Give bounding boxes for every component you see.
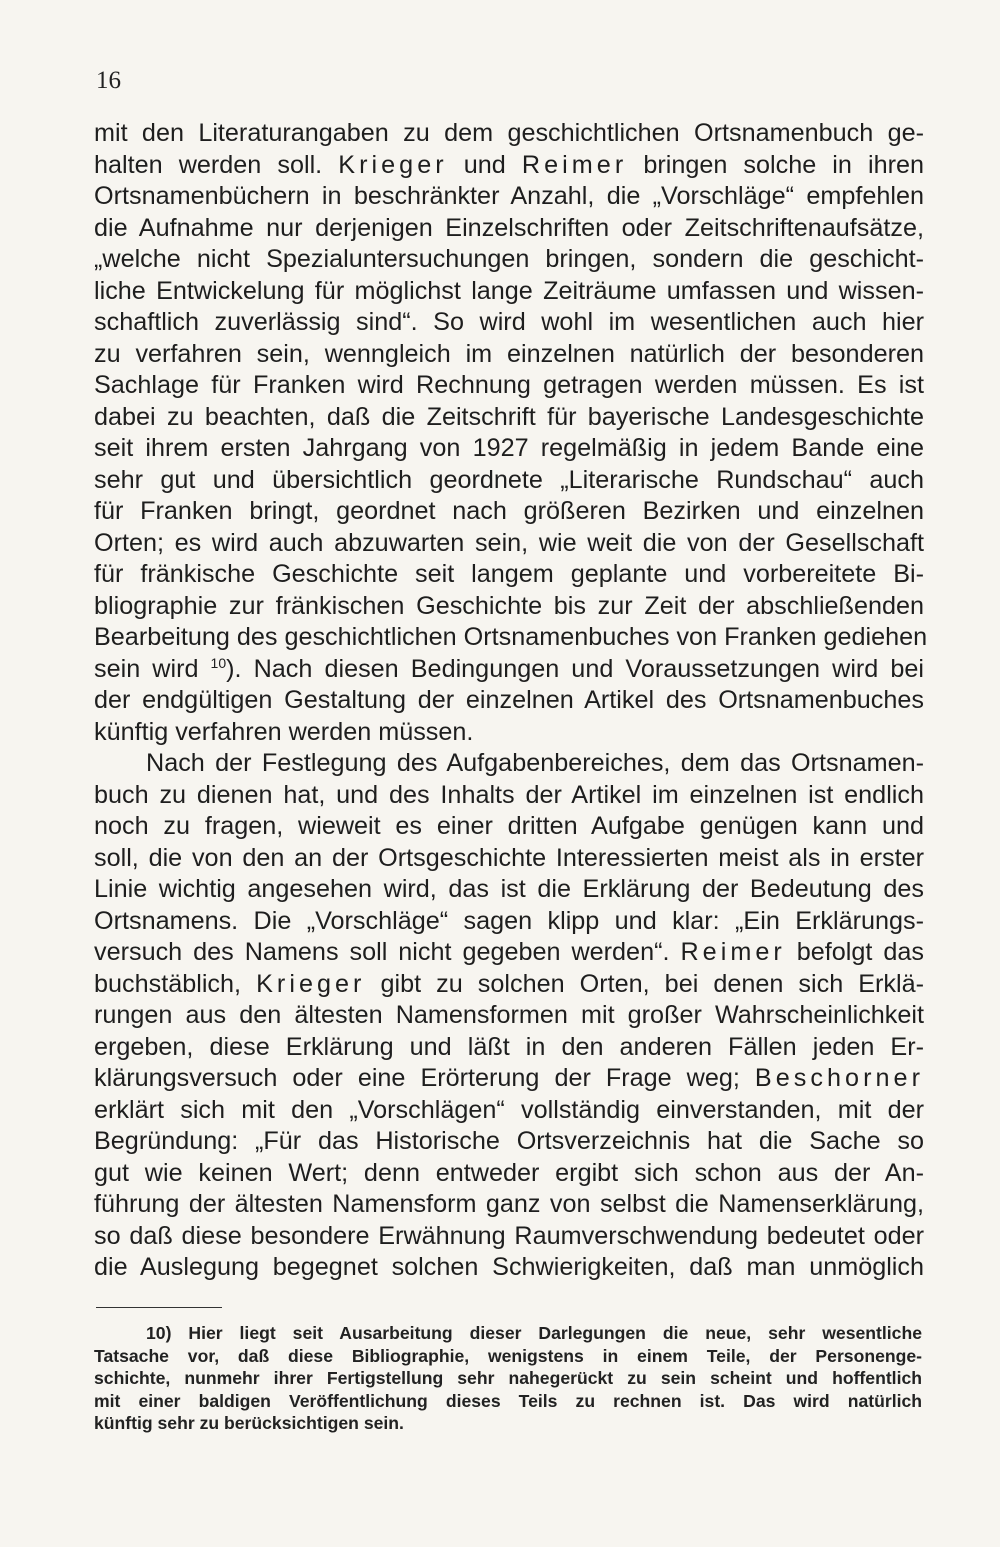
- text-line: soll, die von den an der Ortsgeschichte Interessierten meist als in erster: [94, 843, 924, 872]
- text-line: künftig verfahren werden müssen.: [94, 717, 474, 746]
- text-line: [94, 1063, 924, 1095]
- author-name: Reimer: [680, 938, 786, 966]
- text-line: liche Entwickelung für möglichst lange Zeiträume umfassen und wissen-: [94, 276, 924, 305]
- text-span: und: [447, 150, 522, 179]
- text-line: bliographie zur fränkischen Geschichte bis zur Zeit der abschließenden: [94, 591, 924, 620]
- text-line: ergeben, diese Erklärung und läßt in den anderen Fällen jeden Er-: [94, 1032, 924, 1061]
- text-line: Linie wichtig angesehen wird, das ist die Erklärung der Bedeutung des: [94, 875, 924, 903]
- text-line: dabei zu beachten, daß die Zeitschrift für bayerische Landesgeschichte: [94, 402, 924, 431]
- text-line: „welche nicht Spezialuntersuchungen bringen, sondern die geschicht-: [94, 245, 924, 273]
- text-line: seit ihrem ersten Jahrgang von 1927 regelmäßig in jedem Bande eine: [94, 434, 924, 462]
- text-line: Ortsnamens. Die „Vorschläge“ sagen klipp und klar: „Ein Erklärungs-: [94, 906, 924, 935]
- text-line: [94, 654, 924, 686]
- text-line: erklärt sich mit den „Vorschlägen“ vollständig einverstanden, mit der: [94, 1095, 924, 1124]
- body-text: [94, 118, 928, 1284]
- author-name: Reimer: [521, 150, 628, 179]
- text-span: sein wird: [94, 654, 211, 683]
- text-line: Ortsnamenbüchern in beschränkter Anzahl, die „Vorschläge“ empfehlen: [94, 182, 924, 210]
- author-name: Beschorner: [754, 1064, 924, 1092]
- text-line: Orten; es wird auch abzuwarten sein, wie weit die von der Gesellschaft: [94, 528, 924, 557]
- footnote-line: schichte, nunmehr ihrer Fertigstellung sehr nahegerückt zu sein scheint und hoffentlich: [94, 1368, 922, 1388]
- text-line: für Franken bringt, geordnet nach größeren Bezirken und einzelnen: [94, 497, 924, 525]
- text-line: Begründung: „Für das Historische Ortsverzeichnis hat die Sache so: [94, 1127, 924, 1155]
- author-name: Krieger: [256, 969, 366, 998]
- footnote-line: Tatsache vor, daß diese Bibliographie, wenigstens in einem Teile, der Personenge-: [94, 1345, 922, 1366]
- text-line: Bearbeitung des geschichtlichen Ortsnamenbuches von Franken gediehen: [94, 623, 928, 651]
- text-line: [94, 969, 924, 1001]
- paragraph-first-line: Nach der Festlegung des Aufgabenbereiches, dem das Ortsnamen-: [146, 749, 924, 777]
- text-line: mit den Literaturangaben zu dem geschichtlichen Ortsnamenbuch ge-: [94, 119, 924, 147]
- text-span: buchstäblich,: [94, 969, 257, 998]
- text-line: Sachlage für Franken wird Rechnung getragen werden müssen. Es ist: [94, 371, 924, 399]
- footnote-divider: [96, 1307, 222, 1308]
- text-line: rungen aus den ältesten Namensformen mit großer Wahrscheinlichkeit: [94, 1001, 924, 1029]
- footnote-line: mit einer baldigen Veröffentlichung dieses Teils zu rechnen ist. Das wird natürlich: [94, 1390, 922, 1411]
- text-line: so daß diese besondere Erwähnung Raumverschwendung bedeutet oder: [94, 1221, 924, 1250]
- text-line: [94, 937, 924, 969]
- text-line: noch zu fragen, wieweit es einer dritten Aufgabe genügen kann und: [94, 812, 924, 840]
- footnote-reference: 10: [210, 654, 227, 671]
- author-name: Krieger: [338, 150, 448, 179]
- footnote: [94, 1322, 922, 1435]
- text-line: schaftlich zuverlässig sind“. So wird wohl im wesentlichen auch hier: [94, 308, 924, 336]
- text-span: klärungsversuch oder eine Erörterung der Frage weg;: [94, 1064, 755, 1092]
- text-span: halten werden soll.: [94, 150, 339, 179]
- text-span: ). Nach diesen Bedingungen und Voraussetzungen wird bei: [226, 654, 924, 683]
- text-line: für fränkische Geschichte seit langem geplante und vorbereitete Bi-: [94, 560, 924, 588]
- footnote-line: 10) Hier liegt seit Ausarbeitung dieser Darlegungen die neue, sehr wesentliche: [146, 1323, 922, 1343]
- footnote-line: künftig sehr zu berücksichtigen sein.: [94, 1413, 404, 1433]
- text-span: bringen solche in ihren: [627, 150, 924, 179]
- text-span: versuch des Namens soll nicht gegeben werden“.: [94, 938, 681, 966]
- text-line: die Aufnahme nur derjenigen Einzelschriften oder Zeitschriftenaufsätze,: [94, 213, 924, 242]
- text-line: buch zu dienen hat, und des Inhalts der Artikel im einzelnen ist endlich: [94, 780, 924, 809]
- text-line: der endgültigen Gestaltung der einzelnen Artikel des Ortsnamenbuches: [94, 686, 924, 714]
- page-number: 16: [96, 67, 121, 94]
- text-span: befolgt das: [785, 938, 924, 966]
- text-line: die Auslegung begegnet solchen Schwierigkeiten, daß man unmöglich: [94, 1253, 924, 1281]
- text-span: gibt zu solchen Orten, bei denen sich Erklä-: [365, 969, 925, 998]
- text-line: führung der ältesten Namensform ganz von selbst die Namenserklärung,: [94, 1190, 924, 1218]
- text-line: [94, 150, 924, 182]
- text-line: zu verfahren sein, wenngleich im einzelnen natürlich der besonderen: [94, 339, 924, 368]
- text-line: sehr gut und übersichtlich geordnete „Literarische Rundschau“ auch: [94, 465, 924, 494]
- text-line: gut wie keinen Wert; denn entweder ergibt sich schon aus der An-: [94, 1158, 924, 1187]
